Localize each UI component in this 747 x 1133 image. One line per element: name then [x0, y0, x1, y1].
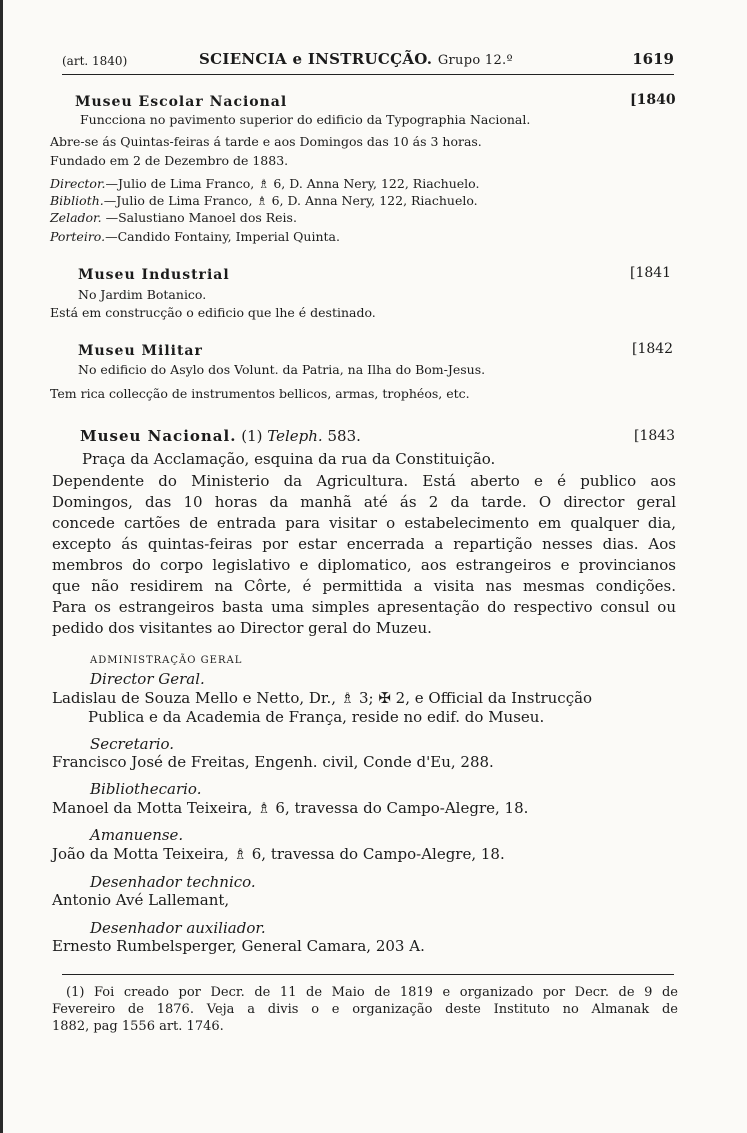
- entry-number: [1842: [632, 341, 674, 357]
- staff-line: Biblioth.—Julio de Lima Franco, ♗ 6, D. Anna Nery, 122, Riachuelo.: [50, 193, 478, 208]
- paragraph-line: concede cartões de entrada para visitar o estabelecimento em qualquer dia,: [52, 514, 676, 532]
- entry-line: No Jardim Botanico.: [78, 287, 207, 302]
- role-title: Desenhador technico.: [90, 873, 256, 891]
- entry-number: [1841: [630, 265, 672, 281]
- page-number: 1619: [632, 50, 674, 68]
- role-title: Secretario.: [90, 735, 175, 753]
- paragraph-line: membros do corpo legislativo e diplomatico, aos estrangeiros e provincianos: [52, 556, 676, 574]
- paragraph-line: Domingos, das 10 horas da manhã até ás 2 da tarde. O director geral: [52, 493, 676, 511]
- role-person: Manoel da Motta Teixeira, ♗ 6, travessa do Campo-Alegre, 18.: [52, 799, 529, 817]
- page-header: [62, 50, 674, 72]
- role-person: Antonio Avé Lallemant,: [52, 891, 230, 909]
- entry-number: [1843: [634, 428, 676, 444]
- paragraph-line: que não residirem na Côrte, é permittida a visita nas mesmas condições.: [52, 577, 676, 595]
- paragraph-line: excepto ás quintas-feiras por estar encerrada a repartição nesses dias. Aos: [52, 535, 676, 553]
- staff-line: Director.—Julio de Lima Franco, ♗ 6, D. Anna Nery, 122, Riachuelo.: [50, 176, 480, 191]
- role-person: Ernesto Rumbelsperger, General Camara, 203 A.: [52, 937, 425, 955]
- footnote-marker: (1): [241, 427, 263, 445]
- page-edge-shadow: [0, 0, 3, 1133]
- entry-title-line: [80, 427, 361, 445]
- footnote-line: Fevereiro de 1876. Veja a divis o e organização deste Instituto no Almanak de: [52, 1002, 678, 1017]
- entry-line: Tem rica collecção de instrumentos bellicos, armas, trophéos, etc.: [50, 386, 470, 401]
- role-person: Francisco José de Freitas, Engenh. civil, Conde d'Eu, 288.: [52, 753, 494, 771]
- role-person: Ladislau de Souza Mello e Netto, Dr., ♗ 3; ✠ 2, e Official da Instrucção: [52, 689, 593, 707]
- entry-address: Praça da Acclamação, esquina da rua da Constituição.: [82, 450, 496, 468]
- role-person-cont: Publica e da Academia de França, reside no edif. do Museu.: [88, 708, 545, 726]
- footnote-line: 1882, pag 1556 art. 1746.: [52, 1019, 224, 1034]
- paragraph-line: Dependente do Ministerio da Agricultura. Está aberto e é publico aos: [52, 472, 676, 490]
- entry-number: [1840: [630, 92, 676, 108]
- role-title: Director Geral.: [90, 670, 205, 688]
- entry-line: Funcciona no pavimento superior do edificio da Typographia Nacional.: [80, 112, 531, 127]
- entry-line: No edificio do Asylo dos Volunt. da Patria, na Ilha do Bom-Jesus.: [78, 362, 486, 377]
- header-article: (art. 1840): [62, 54, 128, 68]
- entry-line: Fundado em 2 de Dezembro de 1883.: [50, 153, 289, 168]
- role-person: João da Motta Teixeira, ♗ 6, travessa do Campo-Alegre, 18.: [52, 845, 505, 863]
- paragraph-line: Para os estrangeiros basta uma simples apresentação do respectivo consul ou: [52, 598, 676, 616]
- phone-number: 583.: [327, 427, 361, 445]
- entry-title: Museu Industrial: [78, 267, 230, 283]
- role-title: Desenhador auxiliador.: [90, 919, 266, 937]
- entry-line: Está em construcção o edificio que lhe é destinado.: [50, 305, 376, 320]
- entry-title: Museu Nacional.: [80, 427, 237, 445]
- footnote-rule: [62, 974, 674, 975]
- admin-heading: ADMINISTRAÇÃO GERAL: [90, 655, 243, 666]
- entry-line: Abre-se ás Quintas-feiras á tarde e aos Domingos das 10 ás 3 horas.: [50, 134, 482, 149]
- header-section-title: SCIENCIA e INSTRUCÇÃO. Grupo 12.º: [199, 50, 513, 68]
- header-group: Grupo 12.º: [437, 53, 513, 68]
- paragraph-line: pedido dos visitantes ao Director geral do Muzeu.: [52, 619, 432, 637]
- staff-line: Zelador. —Salustiano Manoel dos Reis.: [50, 210, 297, 225]
- phone-label: Teleph.: [267, 427, 323, 445]
- role-title: Bibliothecario.: [90, 780, 202, 798]
- entry-title: Museu Militar: [78, 343, 203, 359]
- role-title: Amanuense.: [90, 826, 184, 844]
- footnote-line: (1) Foi creado por Decr. de 11 de Maio de 1819 e organizado por Decr. de 9 de: [66, 985, 678, 1000]
- staff-line: Porteiro.—Candido Fontainy, Imperial Quinta.: [50, 229, 340, 244]
- entry-title: Museu Escolar Nacional: [75, 94, 288, 110]
- header-rule: [62, 74, 674, 75]
